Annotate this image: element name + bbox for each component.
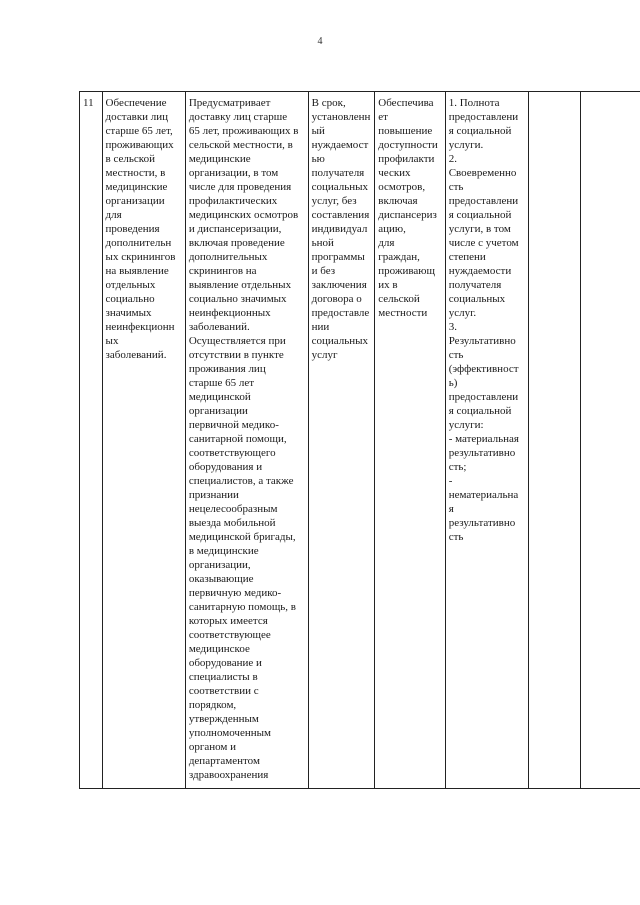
service-purpose-cell: Обеспечива ет повышение доступности профилакти ческих осмотров, включая диспансериз ацию, для граждан, проживающ их в сельской местности	[375, 92, 445, 789]
extra-cell	[529, 92, 581, 789]
services-table	[79, 91, 640, 789]
quality-indicators-cell: 1. Полнота предоставлени я социальной услуги. 2. Своевременно сть предоставлени я социальной услуги, в том числе с учетом степени нуждаемости получателя социальных услуг. 3. Результативно сть (эффективност ь) предоставлени я социальной услуги: - материальная результативно сть; - нематериальна я результативно сть	[445, 92, 528, 789]
table-row	[80, 92, 640, 789]
service-term-cell: В срок, установленн ый нуждаемост ью получателя социальных услуг, без составления индивидуал ьной программы и без заключения договора о предоставле нии социальных услуг	[308, 92, 375, 789]
page-number: 4	[317, 36, 323, 47]
service-description-cell: Предусматривает доставку лиц старше 65 лет, проживающих в сельской местности, в медицинские организации, в том числе для проведения профилактических медицинских осмотров и диспансеризации, включая проведение дополнительных скринингов на выявление отдельных социально значимых неинфекционных заболеваний. Осуществляется при отсутствии в пункте проживания лиц старше 65 лет медицинской организации первичной медико- санитарной помощи, соответствующего оборудования и специалистов, а также признании нецелесообразным выезда мобильной медицинской бригады, в медицинские организации, оказывающие первичную медико- санитарную помощь, в которых имеется соответствующее медицинское оборудование и специалисты в соответствии с порядком, утвержденным уполномоченным органом и департаментом здравоохранения	[185, 92, 308, 789]
row-number-cell: 11	[80, 92, 103, 789]
extra-cell-2	[581, 92, 640, 789]
service-name-cell: Обеспечение доставки лиц старше 65 лет, проживающих в сельской местности, в медицинские организации для проведения дополнительн ых скринингов на выявление отдельных социально значимых неинфекционн ых заболеваний.	[102, 92, 185, 789]
